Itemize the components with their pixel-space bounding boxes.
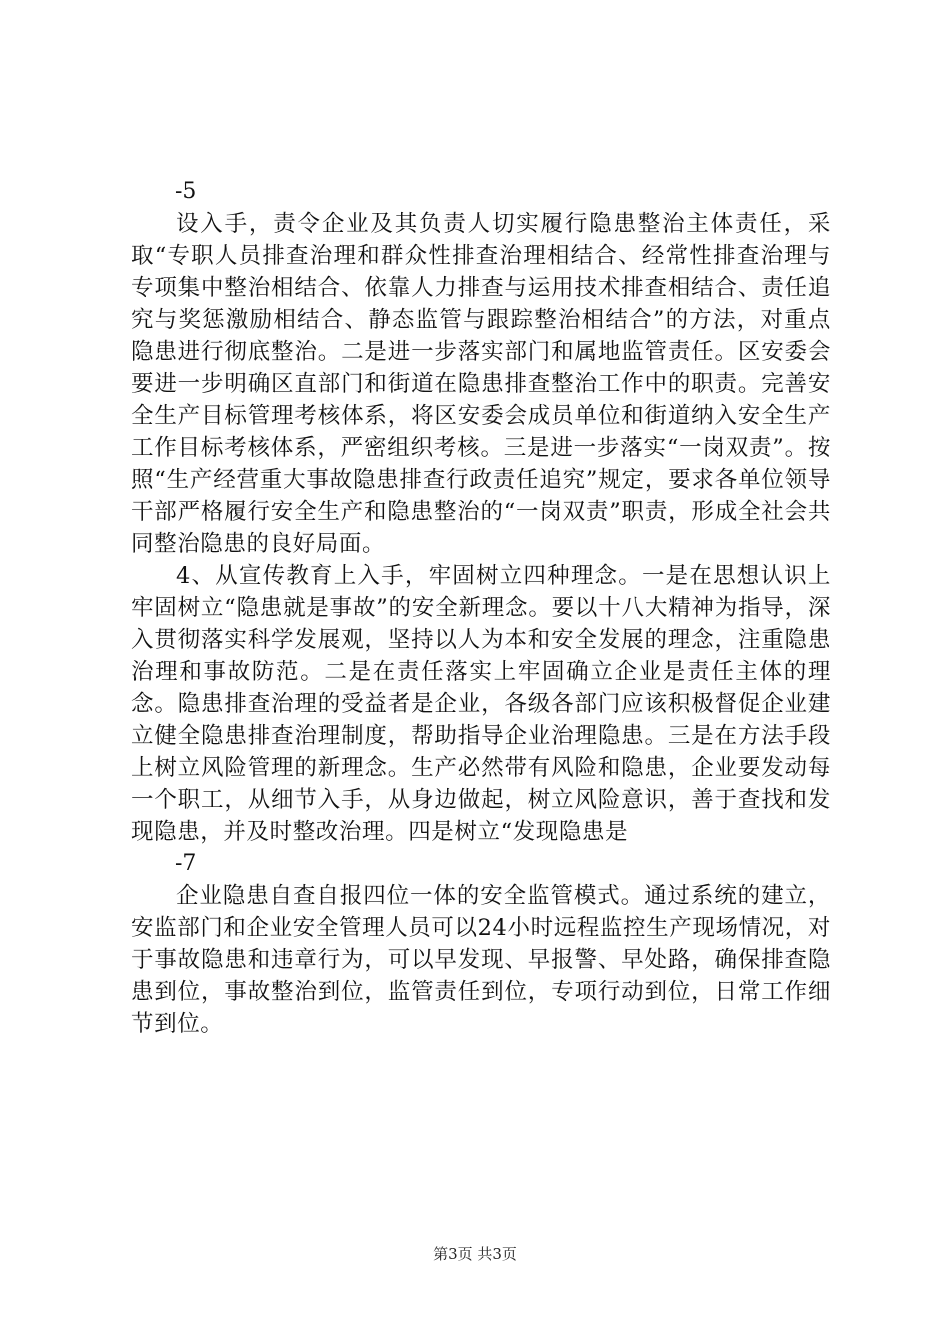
paragraph-supervision-model: 企业隐患自查自报四位一体的安全监管模式。通过系统的建立，安监部门和企业安全管理人员可以24小时远程监控生产现场情况，对于事故隐患和违章行为，可以早发现、早报警、早处路，确保排查隐患到位，事故整治到位，监管责任到位，专项行动到位，日常工作细节到位。 <box>131 883 831 1037</box>
paragraph-responsibility: 设入手，责令企业及其负责人切实履行隐患整治主体责任，采取“专职人员排查治理和群众性排查治理相结合、经常性排查治理与专项集中整治相结合、依靠人力排查与运用技术排查相结合、责任追究与奖惩激励相结合、静态监管与跟踪整治相结合”的方法，对重点隐患进行彻底整治。二是进一步落实部门和属地监管责任。区安委会要进一步明确区直部门和街道在隐患排查整治工作中的职责。完善安全生产目标管理考核体系，将区安委会成员单位和街道纳入安全生产工作目标考核体系，严密组织考核。三是进一步落实“一岗双责”。按照“生产经营重大事故隐患排查行政责任追究”规定，要求各单位领导干部严格履行安全生产和隐患整治的“一岗双责”职责，形成全社会共同整治隐患的良好局面。 <box>131 211 831 557</box>
page-marker-5: -5 <box>175 179 197 204</box>
document-body <box>131 176 831 1040</box>
page-footer: 第3页 共3页 <box>433 1245 517 1263</box>
page-marker-7: -7 <box>175 851 197 876</box>
paragraph-education: 4、从宣传教育上入手，牢固树立四种理念。一是在思想认识上牢固树立“隐患就是事故”的安全新理念。要以十八大精神为指导，深入贯彻落实科学发展观，坚持以人为本和安全发展的理念，注重隐患治理和事故防范。二是在责任落实上牢固确立企业是责任主体的理念。隐患排查治理的受益者是企业，各级各部门应该积极督促企业建立健全隐患排查治理制度，帮助指导企业治理隐患。三是在方法手段上树立风险管理的新理念。生产必然带有风险和隐患，企业要发动每一个职工，从细节入手，从身边做起，树立风险意识，善于查找和发现隐患，并及时整改治理。四是树立“发现隐患是 <box>131 563 831 845</box>
